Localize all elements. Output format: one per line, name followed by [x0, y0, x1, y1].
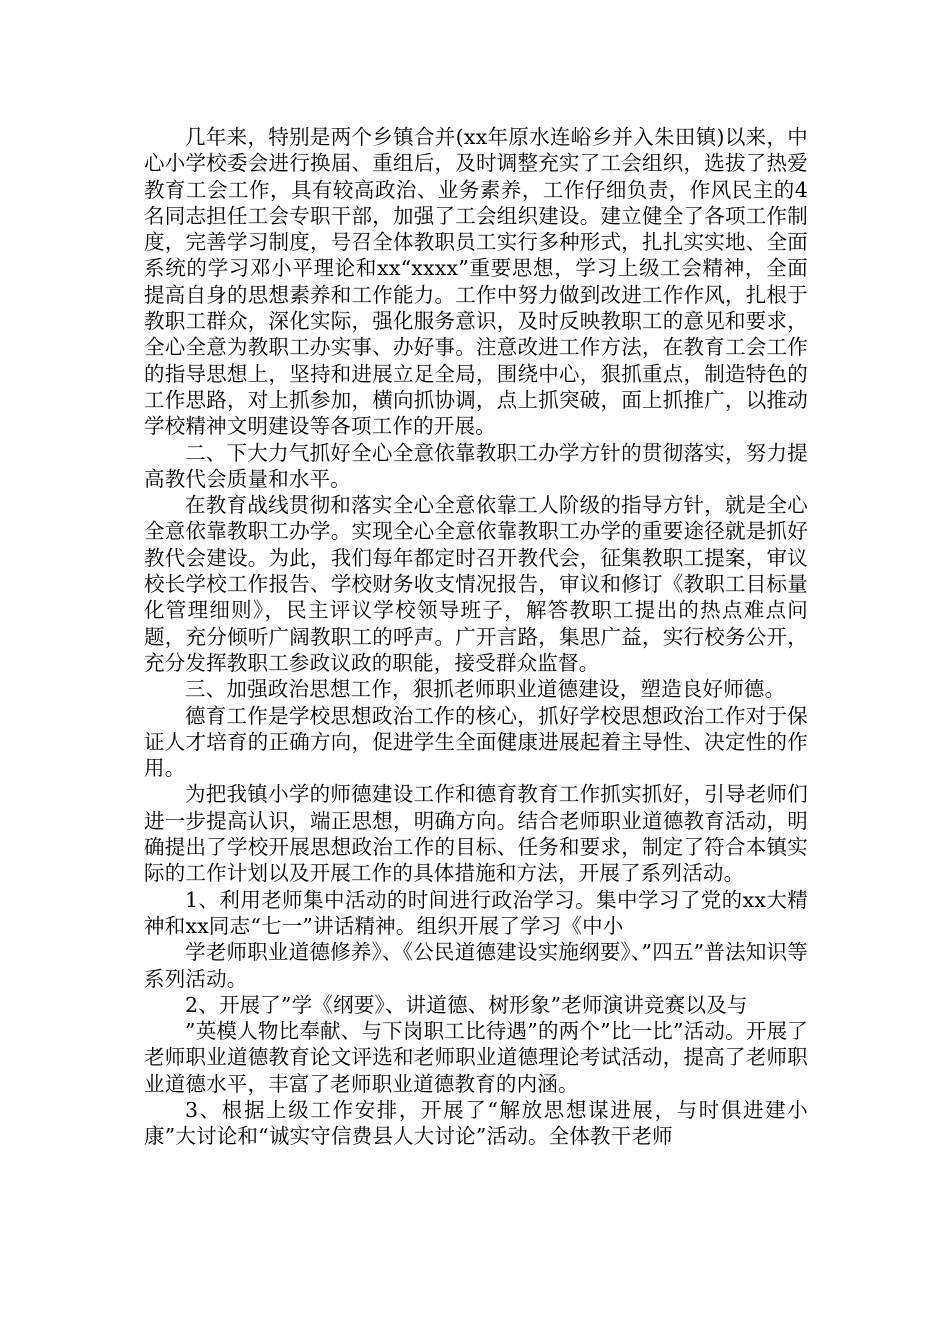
document-body [144, 124, 808, 1150]
list-item-1: 1、利用老师集中活动的时间进行政治学习。集中学习了党的xx大精神和xx同志“七一”讲话精神。组织开展了学习《中小 [144, 887, 808, 938]
list-item-2: 2、开展了”学《纲要》、讲道德、树形象”老师演讲竞赛以及与 [185, 992, 748, 1017]
list-item-3: 3、根据上级工作安排，开展了“解放思想谋进展，与时俱进建小康”大讨论和“诚实守信费县人大讨论”活动。全体教干老师 [144, 1097, 808, 1149]
section-heading-teachers-congress: 二、下大力气抓好全心全意依靠教职工办学方针的贯彻落实，努力提高教代会质量和水平。 [144, 440, 808, 491]
list-item-1-continued: 学老师职业道德修养》、《公民道德建设实施纲要》、”四五”普法知识等系列活动。 [144, 940, 808, 991]
paragraph-teachers-congress: 在教育战线贯彻和落实全心全意依靠工人阶级的指导方针，就是全心全意依靠教职工办学。实现全心全意依靠教职工办学的重要途径就是抓好教代会建设。为此，我们每年都定时召开教代会，征集教职工提案，审议校长学校工作报告、学校财务收支情况报告，审议和修订《教职工目标量化管理细则》，民主评议学校领导班子，解答教职工提出的热点难点问题，充分倾听广阔教职工的呼声。广开言路，集思广益，实行校务公开，充分发挥教职工参政议政的职能，接受群众监督。 [144, 493, 808, 675]
section-heading-political-work: 三、加强政治思想工作，狠抓老师职业道德建设，塑造良好师德。 [185, 677, 786, 702]
paragraph-moral-education: 德育工作是学校思想政治工作的核心，抓好学校思想政治工作对于保证人才培育的正确方向，促进学生全面健康进展起着主导性、决定性的作用。 [144, 703, 808, 781]
paragraph-union-organization: 几年来，特别是两个乡镇合并(xx年原水连峪乡并入朱田镇)以来，中心小学校委会进行换届、重组后，及时调整充实了工会组织，选拔了热爱教育工会工作，具有较高政治、业务素养，工作仔细负责，作风民主的4名同志担任工会专职干部，加强了工会组织建设。建立健全了各项工作制度，完善学习制度，号召全体教职员工实行多种形式，扎扎实实地、全面系统的学习邓小平理论和xx“xxxx”重要思想，学习上级工会精神，全面提高自身的思想素养和工作能力。工作中努力做到改进工作作风，扎根于教职工群众，深化实际，强化服务意识，及时反映教职工的意见和要求，全心全意为教职工办实事、办好事。注意改进工作方法，在教育工会工作的指导思想上，坚持和进展立足全局，围绕中心，狠抓重点，制造特色的工作思路，对上抓参加，横向抓协调，点上抓突破，面上抓推广，以推动学校精神文明建设等各项工作的开展。 [144, 125, 808, 439]
paragraph-ethics-building: 为把我镇小学的师德建设工作和德育教育工作抓实抓好，引导老师们进一步提高认识，端正思想，明确方向。结合老师职业道德教育活动，明确提出了学校开展思想政治工作的目标、任务和要求，制定了符合本镇实际的工作计划以及开展工作的具体措施和方法，开展了系列活动。 [144, 782, 808, 886]
list-item-2-continued: ”英模人物比奉献、与下岗职工比待遇”的两个”比一比”活动。开展了老师职业道德教育论文评选和老师职业道德理论考试活动，提高了老师职业道德水平，丰富了老师职业道德教育的内涵。 [144, 1019, 808, 1096]
